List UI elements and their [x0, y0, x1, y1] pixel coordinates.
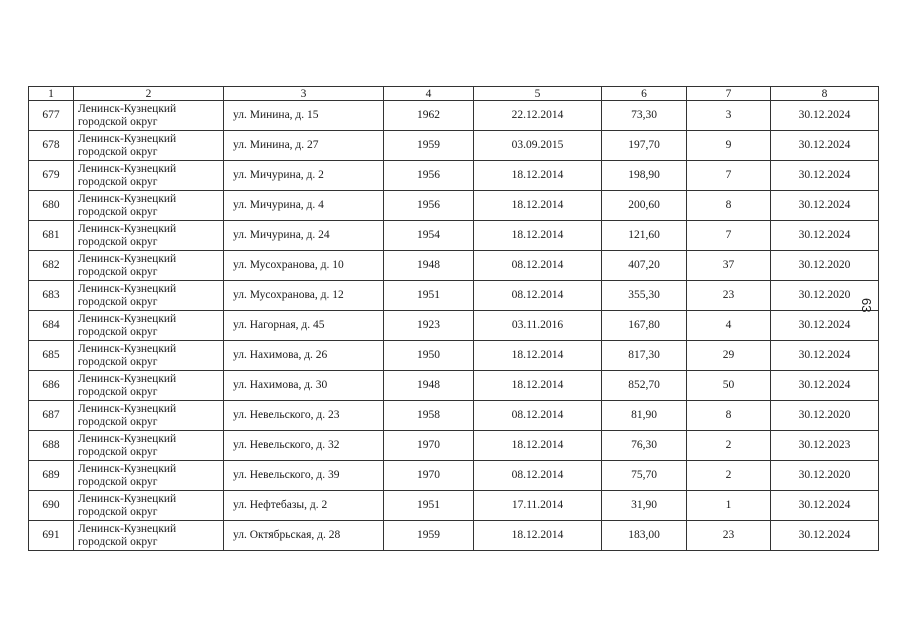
municipality-cell	[74, 461, 224, 491]
row-number-cell: 680	[29, 191, 74, 221]
area-cell: 121,60	[602, 221, 687, 251]
column-header: 7	[687, 87, 771, 101]
deadline-cell: 30.12.2020	[771, 401, 879, 431]
count-cell: 1	[687, 491, 771, 521]
area-cell: 73,30	[602, 101, 687, 131]
municipality-cell	[74, 311, 224, 341]
deadline-cell: 30.12.2024	[771, 221, 879, 251]
municipality-line: Ленинск-Кузнецкий	[78, 253, 177, 265]
row-number-cell: 688	[29, 431, 74, 461]
municipality-line: городской округ	[78, 295, 158, 308]
count-cell: 3	[687, 101, 771, 131]
municipality-line: Ленинск-Кузнецкий	[78, 133, 177, 145]
municipality-line: Ленинск-Кузнецкий	[78, 193, 177, 205]
municipality-line: Ленинск-Кузнецкий	[78, 313, 177, 325]
table-row	[29, 221, 879, 251]
municipality-line: городской округ	[78, 505, 158, 518]
address-cell: ул. Мичурина, д. 2	[224, 161, 384, 191]
column-number-row	[29, 87, 879, 101]
row-number-cell: 689	[29, 461, 74, 491]
municipality-line: Ленинск-Кузнецкий	[78, 283, 177, 295]
date-cell: 18.12.2014	[474, 371, 602, 401]
count-cell: 8	[687, 401, 771, 431]
deadline-cell: 30.12.2024	[771, 371, 879, 401]
deadline-cell: 30.12.2024	[771, 101, 879, 131]
year-cell: 1970	[384, 461, 474, 491]
count-cell: 29	[687, 341, 771, 371]
area-cell: 81,90	[602, 401, 687, 431]
year-cell: 1948	[384, 371, 474, 401]
table-row	[29, 341, 879, 371]
municipality-line: Ленинск-Кузнецкий	[78, 163, 177, 175]
address-cell: ул. Нефтебазы, д. 2	[224, 491, 384, 521]
count-cell: 23	[687, 281, 771, 311]
table-row	[29, 491, 879, 521]
address-cell: ул. Невельского, д. 23	[224, 401, 384, 431]
table-row	[29, 431, 879, 461]
area-cell: 817,30	[602, 341, 687, 371]
date-cell: 18.12.2014	[474, 341, 602, 371]
column-header: 6	[602, 87, 687, 101]
year-cell: 1954	[384, 221, 474, 251]
column-header: 1	[29, 87, 74, 101]
year-cell: 1951	[384, 281, 474, 311]
table-row	[29, 101, 879, 131]
address-cell: ул. Невельского, д. 39	[224, 461, 384, 491]
municipality-line: городской округ	[78, 415, 158, 428]
address-cell: ул. Мусохранова, д. 10	[224, 251, 384, 281]
table-row	[29, 131, 879, 161]
row-number-cell: 691	[29, 521, 74, 551]
municipality-cell	[74, 491, 224, 521]
count-cell: 2	[687, 431, 771, 461]
row-number-cell: 684	[29, 311, 74, 341]
table-row	[29, 191, 879, 221]
date-cell: 22.12.2014	[474, 101, 602, 131]
deadline-cell: 30.12.2020	[771, 461, 879, 491]
municipality-line: Ленинск-Кузнецкий	[78, 463, 177, 475]
column-header: 8	[771, 87, 879, 101]
count-cell: 7	[687, 161, 771, 191]
municipality-line: городской округ	[78, 115, 158, 128]
municipality-line: городской округ	[78, 355, 158, 368]
municipality-line: Ленинск-Кузнецкий	[78, 223, 177, 235]
year-cell: 1962	[384, 101, 474, 131]
date-cell: 18.12.2014	[474, 221, 602, 251]
municipality-cell	[74, 341, 224, 371]
address-cell: ул. Нагорная, д. 45	[224, 311, 384, 341]
table-row	[29, 521, 879, 551]
count-cell: 37	[687, 251, 771, 281]
deadline-cell: 30.12.2024	[771, 491, 879, 521]
municipality-line: Ленинск-Кузнецкий	[78, 523, 177, 535]
municipality-line: городской округ	[78, 325, 158, 338]
area-cell: 852,70	[602, 371, 687, 401]
column-header: 4	[384, 87, 474, 101]
municipality-line: Ленинск-Кузнецкий	[78, 403, 177, 415]
deadline-cell: 30.12.2024	[771, 311, 879, 341]
area-cell: 183,00	[602, 521, 687, 551]
municipality-cell	[74, 191, 224, 221]
deadline-cell: 30.12.2024	[771, 191, 879, 221]
year-cell: 1923	[384, 311, 474, 341]
table-row	[29, 401, 879, 431]
column-header: 5	[474, 87, 602, 101]
area-cell: 76,30	[602, 431, 687, 461]
year-cell: 1956	[384, 191, 474, 221]
address-cell: ул. Мичурина, д. 4	[224, 191, 384, 221]
address-cell: ул. Минина, д. 27	[224, 131, 384, 161]
municipality-cell	[74, 101, 224, 131]
year-cell: 1958	[384, 401, 474, 431]
municipality-cell	[74, 281, 224, 311]
year-cell: 1950	[384, 341, 474, 371]
date-cell: 18.12.2014	[474, 191, 602, 221]
area-cell: 200,60	[602, 191, 687, 221]
column-header: 2	[74, 87, 224, 101]
date-cell: 08.12.2014	[474, 281, 602, 311]
municipality-cell	[74, 521, 224, 551]
area-cell: 407,20	[602, 251, 687, 281]
row-number-cell: 685	[29, 341, 74, 371]
municipality-cell	[74, 431, 224, 461]
address-cell: ул. Мичурина, д. 24	[224, 221, 384, 251]
deadline-cell: 30.12.2020	[771, 251, 879, 281]
municipality-line: городской округ	[78, 265, 158, 278]
municipality-cell	[74, 131, 224, 161]
municipality-line: Ленинск-Кузнецкий	[78, 343, 177, 355]
municipality-line: городской округ	[78, 145, 158, 158]
row-number-cell: 690	[29, 491, 74, 521]
year-cell: 1959	[384, 521, 474, 551]
table-row	[29, 281, 879, 311]
area-cell: 197,70	[602, 131, 687, 161]
municipality-cell	[74, 251, 224, 281]
municipality-line: городской округ	[78, 385, 158, 398]
date-cell: 17.11.2014	[474, 491, 602, 521]
municipality-line: городской округ	[78, 175, 158, 188]
deadline-cell: 30.12.2024	[771, 161, 879, 191]
year-cell: 1970	[384, 431, 474, 461]
count-cell: 7	[687, 221, 771, 251]
address-cell: ул. Невельского, д. 32	[224, 431, 384, 461]
date-cell: 08.12.2014	[474, 251, 602, 281]
address-cell: ул. Октябрьская, д. 28	[224, 521, 384, 551]
municipality-line: городской округ	[78, 475, 158, 488]
count-cell: 2	[687, 461, 771, 491]
municipality-line: городской округ	[78, 535, 158, 548]
table-row	[29, 311, 879, 341]
municipality-line: городской округ	[78, 235, 158, 248]
date-cell: 18.12.2014	[474, 161, 602, 191]
row-number-cell: 682	[29, 251, 74, 281]
row-number-cell: 683	[29, 281, 74, 311]
deadline-cell: 30.12.2024	[771, 521, 879, 551]
deadline-cell: 30.12.2023	[771, 431, 879, 461]
municipality-cell	[74, 221, 224, 251]
row-number-cell: 679	[29, 161, 74, 191]
municipality-line: Ленинск-Кузнецкий	[78, 493, 177, 505]
date-cell: 18.12.2014	[474, 521, 602, 551]
row-number-cell: 681	[29, 221, 74, 251]
date-cell: 18.12.2014	[474, 431, 602, 461]
municipality-line: Ленинск-Кузнецкий	[78, 373, 177, 385]
municipality-line: городской округ	[78, 445, 158, 458]
table-row	[29, 161, 879, 191]
count-cell: 23	[687, 521, 771, 551]
deadline-cell: 30.12.2024	[771, 341, 879, 371]
address-cell: ул. Нахимова, д. 26	[224, 341, 384, 371]
housing-table	[28, 86, 879, 551]
date-cell: 03.11.2016	[474, 311, 602, 341]
area-cell: 31,90	[602, 491, 687, 521]
table-row	[29, 461, 879, 491]
count-cell: 9	[687, 131, 771, 161]
year-cell: 1959	[384, 131, 474, 161]
deadline-cell: 30.12.2024	[771, 131, 879, 161]
count-cell: 8	[687, 191, 771, 221]
year-cell: 1956	[384, 161, 474, 191]
municipality-line: Ленинск-Кузнецкий	[78, 103, 177, 115]
area-cell: 198,90	[602, 161, 687, 191]
deadline-cell: 30.12.2020	[771, 281, 879, 311]
address-cell: ул. Мусохранова, д. 12	[224, 281, 384, 311]
table-row	[29, 371, 879, 401]
date-cell: 08.12.2014	[474, 461, 602, 491]
area-cell: 75,70	[602, 461, 687, 491]
area-cell: 167,80	[602, 311, 687, 341]
municipality-cell	[74, 371, 224, 401]
row-number-cell: 677	[29, 101, 74, 131]
date-cell: 03.09.2015	[474, 131, 602, 161]
address-cell: ул. Нахимова, д. 30	[224, 371, 384, 401]
count-cell: 4	[687, 311, 771, 341]
area-cell: 355,30	[602, 281, 687, 311]
municipality-line: городской округ	[78, 205, 158, 218]
row-number-cell: 686	[29, 371, 74, 401]
row-number-cell: 687	[29, 401, 74, 431]
municipality-cell	[74, 161, 224, 191]
count-cell: 50	[687, 371, 771, 401]
page-number: 63	[859, 298, 874, 313]
row-number-cell: 678	[29, 131, 74, 161]
address-cell: ул. Минина, д. 15	[224, 101, 384, 131]
column-header: 3	[224, 87, 384, 101]
year-cell: 1948	[384, 251, 474, 281]
municipality-line: Ленинск-Кузнецкий	[78, 433, 177, 445]
table-row	[29, 251, 879, 281]
date-cell: 08.12.2014	[474, 401, 602, 431]
municipality-cell	[74, 401, 224, 431]
year-cell: 1951	[384, 491, 474, 521]
